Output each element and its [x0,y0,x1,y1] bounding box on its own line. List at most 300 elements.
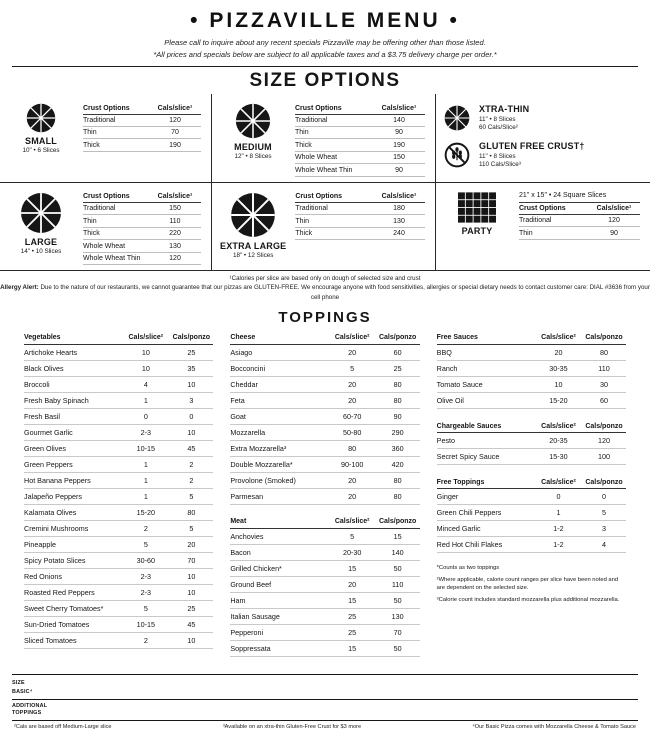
topping-name: Spicy Potato Slices [24,556,86,565]
topping-row [437,361,626,377]
cals-slice-header: Cals/slice² [128,334,164,342]
topping-cals-ponzo: 45 [187,619,196,629]
topping-name: Fresh Baby Spinach [24,396,89,406]
topping-name: Tomato Sauce [436,380,483,390]
topping-cals-ponzo: 50 [393,644,402,654]
topping-cals-slice: 20 [348,348,357,358]
topping-cals-ponzo: 10 [187,380,196,390]
topping-cals-ponzo: 60 [599,396,608,406]
topping-name: Cheddar [230,380,258,390]
pizza-slices-icon [20,192,62,234]
crust-row [83,240,201,252]
topping-row [230,593,419,609]
topping-cals-slice: 20 [348,380,357,390]
topping-cals-ponzo: 25 [393,364,402,374]
crust-name: Whole Wheat [83,242,126,250]
crust-row [519,227,640,239]
crust-name: Thin [295,129,309,137]
size-name: PARTY [461,225,493,236]
group-title: Meat [230,518,247,526]
additional-row-label: ADDITIONAL TOPPINGS [12,703,48,717]
crust-name: Thick [83,141,100,149]
topping-cals-slice: 10 [554,380,563,390]
topping-cals-slice: 1 [143,492,148,502]
crust-options-table [83,190,201,265]
menu-title: • PIZZAVILLE MENU • [190,9,460,32]
size-dimensions: 11" • 8 Slices [479,115,516,123]
cals-per-slice-label: Cals/slice¹ [381,104,417,112]
size-calories: 60 Cals/Slice² [479,124,518,132]
topping-name: Bacon [230,548,251,558]
size-card-extra-large [212,183,436,270]
toppings-footnote-3: ³Calorie count includes standard mozzarella plus additional mozzarella. [436,596,620,603]
topping-cals-ponzo: 110 [598,364,610,374]
topping-cals-ponzo: 140 [391,548,404,558]
size-name: LARGE [24,236,58,247]
crust-row [295,127,425,139]
topping-row [437,393,626,409]
topping-name: Green Chili Peppers [436,508,502,518]
footnote-cals-basis: ²Cals are based off Medium-Large slice [14,723,112,730]
topping-name: Italian Sausage [230,612,280,622]
topping-row [437,505,626,521]
crust-row [295,115,425,127]
group-title: Free Toppings [436,478,485,486]
size-dimensions: 10" • 6 Slices [22,147,60,155]
topping-cals-slice: 1 [556,508,561,518]
crust-cals: 190 [169,141,181,149]
topping-cals-ponzo: 35 [187,364,196,374]
topping-cals-ponzo: 80 [393,396,402,406]
topping-row [230,393,419,409]
gluten-free-info [479,141,585,168]
topping-row [230,473,419,489]
topping-row [24,409,213,425]
topping-row [230,489,419,505]
allergy-alert [0,283,650,302]
size-name: MEDIUM [234,142,272,153]
toppings-group-free-sauces [437,332,626,409]
topping-cals-ponzo: 2 [189,476,194,486]
topping-row [24,425,213,441]
footnote-xtra-thin-gf: ³Available on an xtra-thin Gluten-Free Crust for $3 more [222,723,362,730]
crust-name: Traditional [295,117,328,125]
topping-cals-slice: 2 [143,635,148,645]
topping-name: Goat [230,412,246,422]
topping-row [24,505,213,521]
topping-cals-ponzo: 100 [597,452,610,462]
crust-cals: 120 [608,217,620,225]
topping-cals-ponzo: 50 [393,564,402,574]
toppings-footnote-asterisk: *Counts as two toppings [436,565,500,572]
size-card-medium [212,94,436,182]
topping-cals-slice: 1 [143,396,148,406]
crust-cals: 120 [169,254,181,262]
toppings-column-3 [437,332,626,668]
allergy-alert-text: Due to the nature of our restaurants, we cannot guarantee that our pizzas are GLUTEN-FREE. We encourage anyone with food sensitivities, allergies or special dietary needs to contact customer care: DIAL #3636 from your cell phone [40,284,650,301]
size-footnote: ¹Calories per slice are based only on dough of selected size and crust [229,274,421,282]
size-dimensions: 11" • 8 Slices [479,152,516,160]
allergy-alert-label: Allergy Alert: [0,284,39,292]
size-dimensions: 21" x 15" • 24 Square Slices [519,191,640,203]
topping-cals-slice: 2 [143,524,148,534]
crust-options-table [519,190,640,240]
topping-cals-ponzo: 5 [601,508,606,518]
crust-options-table [295,101,425,176]
crust-cals: 70 [171,129,179,137]
topping-name: Grilled Chicken* [230,564,282,574]
cals-per-slice-label: Cals/slice¹ [381,192,417,200]
topping-cals-slice: 5 [350,532,355,542]
topping-cals-slice: 20 [348,580,357,590]
topping-row [230,425,419,441]
xtra-thin-stack [444,101,640,168]
topping-name: Black Olives [24,364,64,374]
header-note-2: *All prices and specials below are subject to all applicable taxes and a $3.75 delivery charge per order.* [153,49,497,59]
crust-cals: 110 [169,217,181,225]
topping-name: Gourmet Garlic [24,428,73,438]
topping-cals-ponzo: 30 [599,380,608,390]
topping-name: Olive Oil [436,396,464,406]
gluten-free-icon [444,142,470,168]
cals-ponzo-header: Cals/ponzo [378,334,417,342]
topping-row [24,457,213,473]
topping-cals-ponzo: 70 [187,556,196,565]
crust-name: Whole Wheat Thin [295,166,353,174]
topping-name: Ham [230,596,246,606]
topping-row [230,609,419,625]
topping-cals-ponzo: 10 [187,587,196,597]
cals-per-slice-label: Cals/slice¹ [596,204,632,212]
size-name: SMALL [25,136,57,147]
crust-cals: 150 [169,205,181,213]
topping-cals-ponzo: 70 [393,628,402,638]
crust-row [295,152,425,164]
crust-row [295,164,425,176]
size-row-label: SIZE [12,679,25,686]
topping-row [230,345,419,361]
size-options-title: SIZE OPTIONS [249,70,401,92]
size-options-grid [0,94,650,271]
topping-row [24,361,213,377]
crust-name: Traditional [83,205,116,213]
crust-name: Traditional [83,117,116,125]
topping-name: BBQ [436,348,452,358]
cals-ponzo-header: Cals/ponzo [172,334,210,342]
topping-name: Green Olives [24,444,66,454]
pricing-additional-row [12,700,638,721]
topping-cals-slice: 2-3 [140,587,152,597]
topping-cals-slice: 5 [143,540,148,550]
crust-table-header [295,102,425,114]
topping-cals-slice: 10 [141,348,150,358]
pizza-slices-icon [444,105,470,131]
topping-cals-slice: 1 [143,476,148,486]
toppings-group-meat [230,516,419,657]
topping-name: Pineapple [24,540,56,550]
topping-cals-slice: 5 [350,364,355,374]
topping-name: Hot Banana Peppers [24,476,91,486]
topping-cals-slice: 4 [143,380,148,390]
pizza-slices-icon [230,192,276,238]
crust-options-label: Crust Options [295,192,343,200]
topping-name: Sliced Tomatoes [24,635,77,645]
size-card-small [0,94,212,182]
size-name: GLUTEN FREE CRUST† [479,141,585,152]
topping-cals-slice: 15 [348,644,357,654]
group-title: Free Sauces [436,334,478,342]
crust-options-label: Crust Options [295,104,342,112]
topping-row [24,601,213,617]
crust-table-header [295,191,425,203]
topping-cals-ponzo: 20 [187,540,196,550]
topping-row [230,457,419,473]
size-identity [220,101,286,160]
topping-row [437,537,626,553]
topping-cals-ponzo: 15 [393,532,402,542]
topping-name: Artichoke Hearts [24,348,78,358]
crust-name: Thick [295,230,313,238]
topping-cals-slice: 2-3 [140,428,152,438]
size-dimensions: 18" • 12 Slices [232,251,274,259]
crust-table-header [83,102,201,114]
topping-cals-slice: 10-15 [136,444,156,454]
crust-row [83,253,201,265]
crust-options-label: Crust Options [83,192,130,200]
group-title: Chargeable Sauces [436,422,502,430]
topping-name: Anchovies [230,532,264,542]
topping-cals-slice: 80 [348,444,357,454]
cals-ponzo-header: Cals/ponzo [585,478,623,486]
topping-name: Broccoli [24,380,50,390]
topping-cals-ponzo: 60 [393,348,402,358]
group-header [437,332,626,345]
topping-row [230,377,419,393]
size-identity [444,190,510,236]
crust-row [295,228,425,240]
topping-name: Red Onions [24,571,62,581]
topping-cals-ponzo: 420 [391,460,404,470]
toppings-footnote-2: ²Where applicable, calorie count ranges per slice have been noted and are dependent on the selected size. [436,576,619,591]
topping-cals-ponzo: 10 [187,571,196,581]
size-card-xtra-thin-gluten-free [436,94,650,182]
topping-cals-slice: 15 [348,596,357,606]
bottom-footnotes [0,721,650,730]
topping-cals-ponzo: 80 [393,476,402,486]
topping-cals-slice: 20 [554,348,563,358]
pizza-slices-icon [235,103,271,139]
topping-name: Fresh Basil [24,412,60,422]
crust-options-table [295,190,425,241]
group-title: Vegetables [24,334,61,342]
topping-row [24,473,213,489]
topping-name: Sun-Dried Tomatoes [24,619,90,629]
size-calories: 110 Cals/Slice³ [479,161,521,169]
crust-row [295,139,425,151]
crust-options-label: Crust Options [83,104,130,112]
crust-name: Thin [83,129,97,137]
topping-name: Ground Beef [230,580,272,590]
crust-cals: 150 [393,154,405,162]
topping-cals-slice: 20 [348,476,357,486]
topping-name: Ginger [436,492,459,502]
toppings-grid [0,330,650,668]
cals-slice-header: Cals/slice² [541,334,576,342]
crust-cals: 240 [393,230,405,238]
crust-name: Thick [295,141,312,149]
cals-ponzo-header: Cals/ponzo [378,518,417,526]
topping-name: Asiago [230,348,253,358]
topping-row [24,617,213,633]
topping-row [230,577,419,593]
crust-row [519,215,640,227]
pricing-basic-row [12,688,638,701]
crust-cals: 180 [393,205,405,213]
cals-ponzo-header: Cals/ponzo [585,422,623,430]
topping-row [24,585,213,601]
crust-cals: 130 [169,242,181,250]
topping-row [230,529,419,545]
menu-header [0,9,650,60]
topping-cals-ponzo: 25 [187,603,196,613]
topping-cals-slice: 50-80 [342,428,362,438]
topping-cals-ponzo: 5 [189,524,194,534]
crust-row [83,215,201,227]
group-header [230,516,419,529]
topping-row [24,377,213,393]
topping-name: Pesto [436,436,456,446]
topping-cals-slice: 15-20 [549,396,568,406]
topping-cals-ponzo: 50 [393,596,402,606]
topping-name: Minced Garlic [436,524,481,534]
toppings-column-1 [24,332,213,668]
crust-cals: 90 [395,129,403,137]
size-dimensions: 14" • 10 Slices [20,247,62,255]
topping-name: Cremini Mushrooms [24,524,89,534]
crust-row [83,139,201,151]
group-header [230,332,419,345]
toppings-group-vegetables [24,332,213,649]
cals-slice-header: Cals/slice² [541,422,576,430]
topping-name: Mozzarella [230,428,266,438]
crust-options-table [83,101,201,152]
crust-name: Whole Wheat [295,154,338,162]
crust-row [295,203,425,215]
topping-cals-ponzo: 4 [601,540,606,550]
toppings-column-2 [230,332,419,668]
topping-cals-ponzo: 5 [189,492,194,502]
topping-row [437,433,626,449]
cals-per-slice-label: Cals/slice¹ [157,104,193,112]
topping-row [437,345,626,361]
topping-cals-ponzo: 80 [393,380,402,390]
topping-row [230,441,419,457]
topping-name: Soppressata [230,644,271,654]
crust-name: Thin [519,229,533,237]
xtra-thin-row [444,104,640,131]
topping-cals-ponzo: 80 [393,492,402,502]
topping-cals-slice: 60-70 [342,412,362,422]
group-title: Cheese [230,334,256,342]
topping-row [230,409,419,425]
footnote-basic-pizza: ⁴Our Basic Pizza comes with Mozzarella Cheese & Tomato Sauce [472,723,636,730]
topping-cals-slice: 25 [348,628,357,638]
crust-row [83,228,201,240]
topping-name: Provolone (Smoked) [230,476,296,486]
crust-name: Traditional [295,205,328,213]
topping-name: Double Mozzarella* [230,460,293,470]
size-identity [8,101,74,154]
square-slices-grid-icon [458,192,496,223]
topping-cals-ponzo: 0 [189,412,194,422]
topping-cals-slice: 25 [348,612,357,622]
topping-cals-ponzo: 25 [187,348,196,358]
topping-cals-ponzo: 80 [187,508,196,518]
crust-cals: 220 [169,230,181,238]
topping-cals-slice: 90-100 [340,460,364,470]
crust-name: Thin [295,217,309,225]
topping-cals-slice: 10-15 [136,619,156,629]
size-name: EXTRA LARGE [220,240,287,251]
topping-name: Feta [230,396,245,406]
crust-cals: 90 [395,166,403,174]
topping-cals-ponzo: 3 [189,396,194,406]
pizza-slices-icon [26,103,56,133]
topping-row [24,393,213,409]
topping-cals-slice: 2-3 [140,571,152,581]
topping-row [24,521,213,537]
group-header [437,476,626,489]
topping-cals-slice: 30-60 [136,556,156,565]
topping-row [24,441,213,457]
topping-row [24,633,213,649]
topping-name: Roasted Red Peppers [24,587,95,597]
topping-row [437,377,626,393]
cals-slice-header: Cals/slice² [334,518,370,526]
topping-row [230,561,419,577]
topping-name: Bocconcini [230,364,266,374]
topping-cals-slice: 20 [348,396,357,406]
topping-cals-slice: 30-35 [549,364,568,374]
topping-row [24,345,213,361]
size-card-large [0,183,212,270]
crust-options-label: Crust Options [519,204,566,212]
topping-name: Secret Spicy Sauce [436,452,500,462]
topping-cals-slice: 0 [556,492,561,502]
topping-cals-ponzo: 290 [391,428,404,438]
crust-name: Thin [83,217,97,225]
topping-name: Sweet Cherry Tomatoes* [24,603,104,613]
crust-cals: 120 [169,117,181,125]
topping-cals-slice: 15-30 [549,452,568,462]
topping-row [230,545,419,561]
group-header [437,420,626,433]
xtra-thin-info [479,104,529,131]
crust-table-header [83,191,201,203]
topping-row [437,521,626,537]
size-options-section [0,67,650,302]
crust-name: Whole Wheat Thin [83,254,141,262]
toppings-group-cheese [230,332,419,505]
topping-cals-slice: 5 [143,603,148,613]
topping-cals-ponzo: 130 [391,612,404,622]
topping-cals-ponzo: 0 [601,492,606,502]
cals-slice-header: Cals/slice² [541,478,576,486]
size-dimensions: 12" • 8 Slices [234,153,272,161]
cals-per-slice-label: Cals/slice¹ [157,192,193,200]
topping-name: Parmesan [230,492,264,502]
topping-cals-slice: 20-30 [342,548,362,558]
